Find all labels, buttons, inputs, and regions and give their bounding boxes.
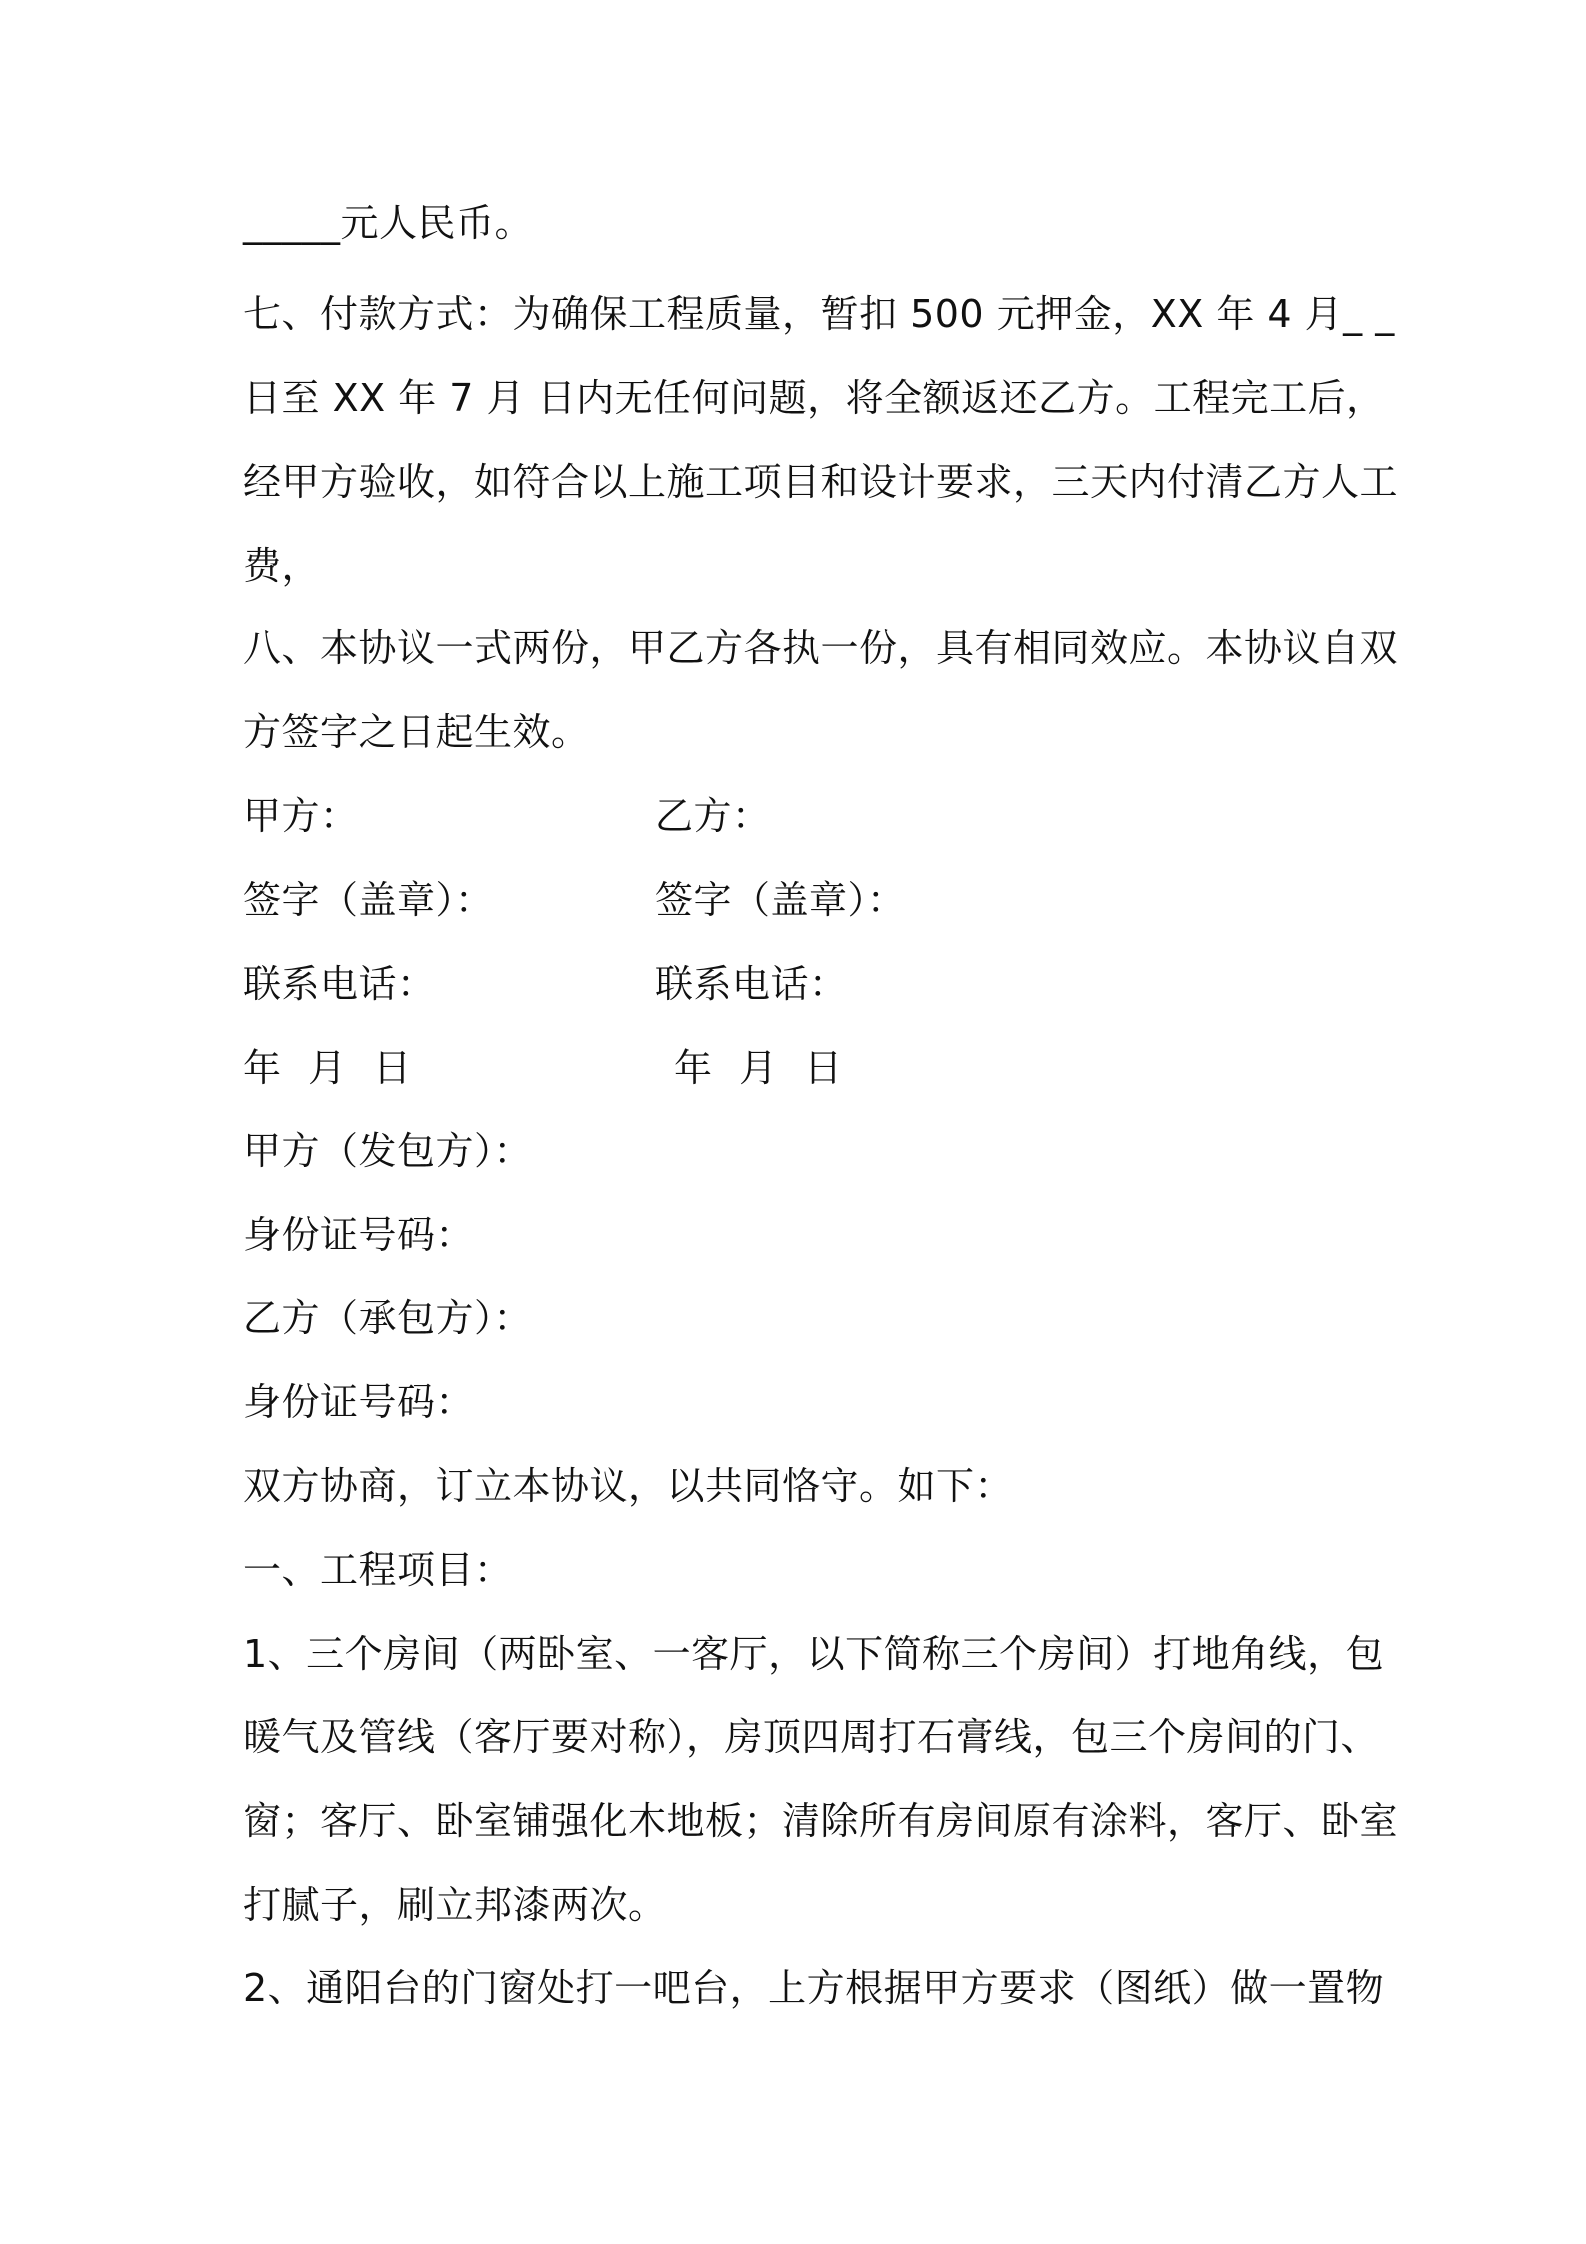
party-a-phone-label: 联系电话： [243, 962, 436, 1006]
section7-line4: 费， [243, 544, 321, 588]
section1-item1-line3: 窗；客厅、卧室铺强化木地板；清除所有房间原有涂料，客厅、卧室 [243, 1799, 1399, 1843]
party-a-date: 年 月 日 [243, 1046, 412, 1090]
payment-amount-tail: _____元人民币。 [243, 201, 534, 245]
party-b-date: 年 月 日 [674, 1046, 843, 1090]
section1-heading: 一、工程项目： [243, 1548, 513, 1592]
section8-line2: 方签字之日起生效。 [243, 710, 590, 754]
party-b-phone-label: 联系电话： [655, 962, 848, 1006]
party-b-signature-label: 签字（盖章）： [655, 878, 906, 922]
section1-item1-line1: 1、三个房间（两卧室、一客厅，以下简称三个房间）打地角线，包 [243, 1632, 1385, 1676]
agreement-intro: 双方协商，订立本协议，以共同恪守。如下： [243, 1464, 1014, 1508]
section7-line1: 七、付款方式：为确保工程质量，暂扣 500 元押金，XX 年 4 月_ _ [243, 292, 1395, 336]
section8-line1: 八、本协议一式两份，甲乙方各执一份，具有相同效应。本协议自双 [243, 626, 1399, 670]
section1-item1-line4: 打腻子，刷立邦漆两次。 [243, 1883, 667, 1927]
section7-line2: 日至 XX 年 7 月 日内无任何问题，将全额返还乙方。工程完工后， [243, 376, 1385, 420]
party-a-label: 甲方： [243, 794, 359, 838]
party-b-id-label: 身份证号码： [243, 1380, 475, 1424]
party-a-signature-label: 签字（盖章）： [243, 878, 494, 922]
party-b-label: 乙方： [655, 794, 771, 838]
party-a-employer-label: 甲方（发包方）： [243, 1129, 533, 1173]
section1-item2-line1: 2、通阳台的门窗处打一吧台，上方根据甲方要求（图纸）做一置物 [243, 1966, 1385, 2010]
section1-item1-line2: 暖气及管线（客厅要对称），房顶四周打石膏线，包三个房间的门、 [243, 1715, 1380, 1759]
party-b-contractor-label: 乙方（承包方）： [243, 1296, 533, 1340]
party-a-id-label: 身份证号码： [243, 1213, 475, 1257]
section7-line3: 经甲方验收，如符合以上施工项目和设计要求，三天内付清乙方人工 [243, 460, 1399, 504]
